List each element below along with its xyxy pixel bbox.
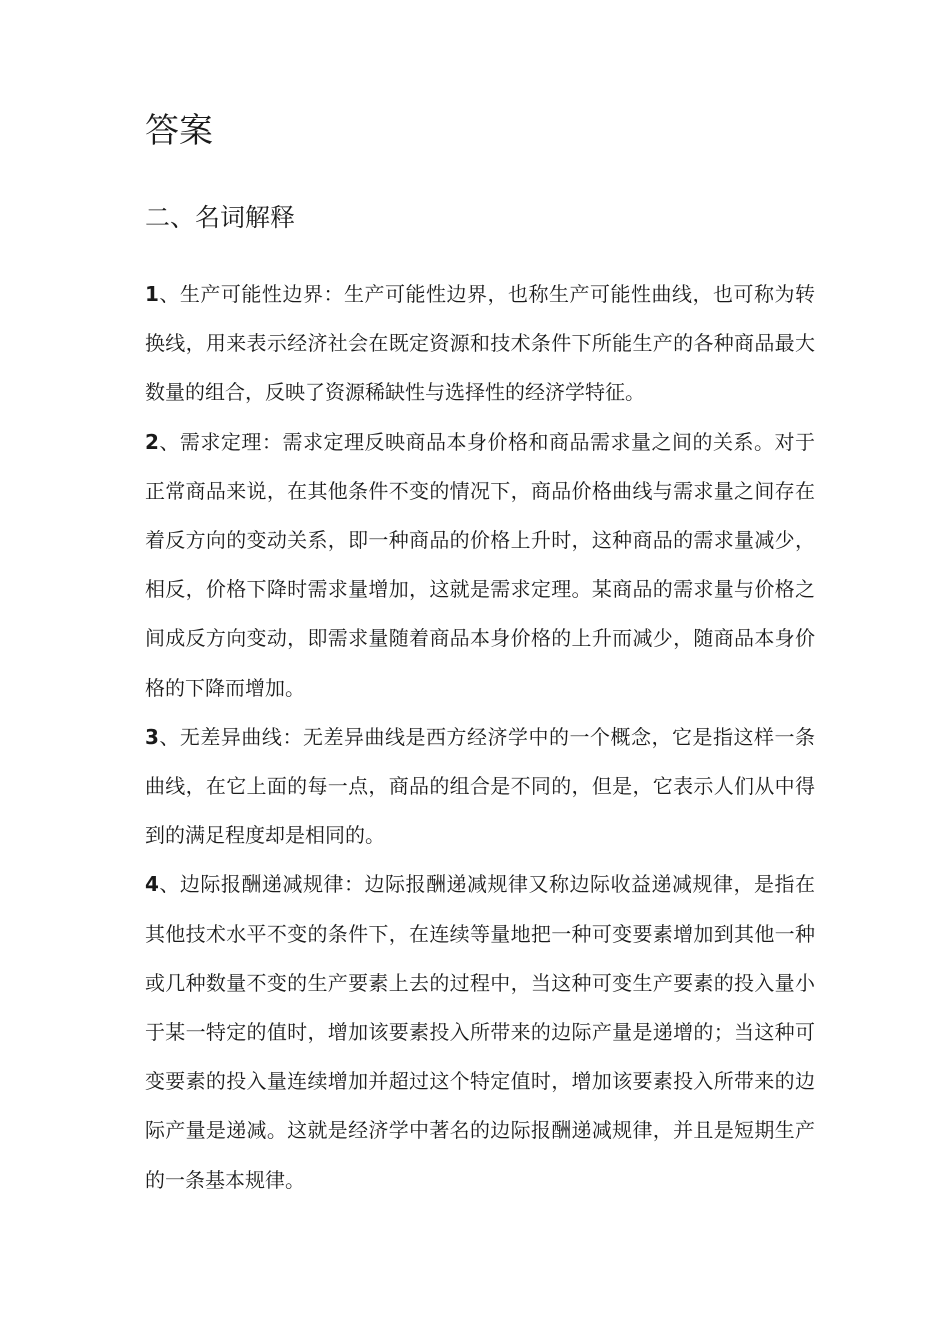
definitions-list	[145, 270, 815, 1205]
definition-entry-3	[145, 713, 815, 861]
entry-text: 、需求定理：需求定理反映商品本身价格和商品需求量之间的关系。对于正常商品来说，在其他条件不变的情况下，商品价格曲线与需求量之间存在着反方向的变动关系，即一种商品的价格上升时，这种商品的需求量减少，相反，价格下降时需求量增加，这就是需求定理。某商品的需求量与价格之间成反方向变动，即需求量随着商品本身价格的上升而减少，随商品本身价格的下降而增加。	[145, 429, 815, 700]
entry-text: 、边际报酬递减规律：边际报酬递减规律又称边际收益递减规律，是指在其他技术水平不变的条件下，在连续等量地把一种可变要素增加到其他一种或几种数量不变的生产要素上去的过程中，当这种可变生产要素的投入量小于某一特定的值时，增加该要素投入所带来的边际产量是递增的；当这种可变要素的投入量连续增加并超过这个特定值时，增加该要素投入所带来的边际产量是递减。这就是经济学中著名的边际报酬递减规律，并且是短期生产的一条基本规律。	[145, 872, 815, 1192]
entry-number: 1	[145, 282, 159, 306]
page-title: 答案	[145, 111, 213, 151]
entry-number: 2	[145, 429, 159, 454]
definition-entry-2	[145, 418, 815, 713]
section-heading: 二、名词解释	[145, 203, 296, 232]
definition-entry-1	[145, 270, 815, 418]
entry-text: 、无差异曲线：无差异曲线是西方经济学中的一个概念，它是指这样一条曲线，在它上面的每一点，商品的组合是不同的，但是，它表示人们从中得到的满足程度却是相同的。	[145, 724, 815, 848]
definition-entry-4	[145, 860, 815, 1204]
entry-number: 3	[145, 724, 159, 749]
entry-number: 4	[145, 872, 159, 897]
entry-text: 、生产可能性边界：生产可能性边界，也称生产可能性曲线，也可称为转换线，用来表示经济社会在既定资源和技术条件下所能生产的各种商品最大数量的组合，反映了资源稀缺性与选择性的经济学特征。	[145, 282, 815, 405]
